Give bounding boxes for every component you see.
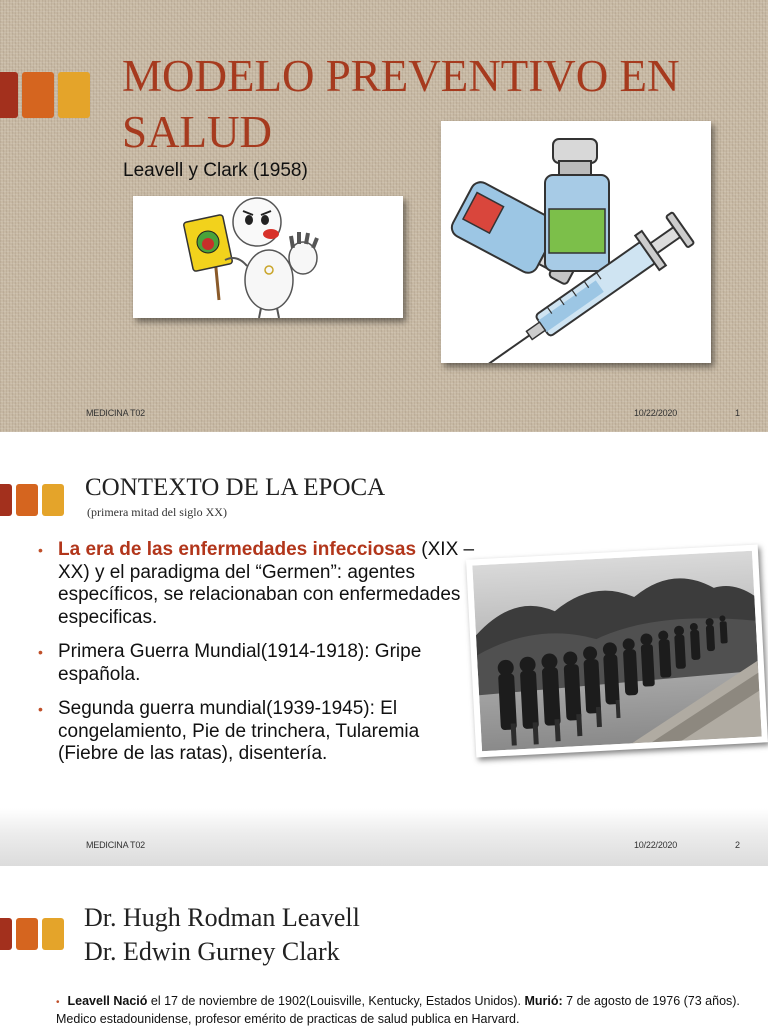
bio-paragraph xyxy=(56,993,758,1027)
slide-page-number: 1 xyxy=(735,408,740,418)
slide-title: CONTEXTO DE LA EPOCA xyxy=(85,474,386,501)
title-line-1: Dr. Hugh Rodman Leavell xyxy=(84,903,360,932)
bullet-text: Primera Guerra Mundial(1914-1918): Gripe española. xyxy=(58,641,422,685)
slide-title: MODELO PREVENTIVO EN SALUD xyxy=(122,51,680,157)
bio-bold-2: Murió: xyxy=(524,994,563,1008)
accent-squares xyxy=(0,484,64,516)
slide-subtitle: Leavell y Clark (1958) xyxy=(123,160,308,181)
accent-square-yellow xyxy=(42,484,64,516)
soldiers-marching-photo xyxy=(466,544,768,757)
slide-subtitle: (primera mitad del siglo XX) xyxy=(87,505,227,519)
bullet-list xyxy=(36,539,476,778)
accent-square-orange xyxy=(22,72,54,118)
accent-square-orange xyxy=(16,484,38,516)
bullet-highlight: La era de las enfermedades infecciosas xyxy=(58,539,417,560)
slide-title xyxy=(84,901,360,969)
bio-text-1: el 17 de noviembre de 1902(Louisville, Kentucky, Estados Unidos). xyxy=(147,994,525,1008)
bullet-item xyxy=(36,539,476,629)
accent-square-dark xyxy=(0,918,12,950)
bio-bold-1: Leavell Nació xyxy=(67,994,148,1008)
slide-1 xyxy=(0,0,768,432)
bio-text-2: 7 de agosto de 1976 (73 años). Medico estadounidense, profesor emérito de practicas de salud publica en Harvard. xyxy=(56,994,740,1026)
bullet-item xyxy=(36,698,476,766)
accent-square-yellow xyxy=(58,72,90,118)
accent-square-yellow xyxy=(42,918,64,950)
accent-square-dark xyxy=(0,484,12,516)
bullet-dot: • xyxy=(56,997,60,1008)
accent-squares xyxy=(0,918,64,950)
slide-footer-band xyxy=(0,808,768,866)
bullet-dot: • xyxy=(38,542,43,558)
slide-footer-label: MEDICINA T02 xyxy=(86,840,145,850)
slide-footer-date: 10/22/2020 xyxy=(634,408,678,418)
bullet-dot: • xyxy=(38,644,43,660)
bullet-text: (XIX – XX) y el paradigma del “Germen”: agentes específicos, se relacionaban con enfermedades especificas. xyxy=(58,539,475,628)
cartoon-whistle-image xyxy=(133,196,403,318)
accent-square-orange xyxy=(16,918,38,950)
bullet-text: Segunda guerra mundial(1939-1945): El congelamiento, Pie de trinchera, Tularemia (Fiebre de las ratas), disentería. xyxy=(58,698,420,764)
slide-page-number: 2 xyxy=(735,840,740,850)
vaccine-syringe-image xyxy=(441,121,711,363)
title-line-2: Dr. Edwin Gurney Clark xyxy=(84,937,340,966)
bullet-dot: • xyxy=(38,701,43,717)
accent-squares xyxy=(0,72,90,118)
slide-footer-label: MEDICINA T02 xyxy=(86,408,145,418)
slide-footer-date: 10/22/2020 xyxy=(634,840,678,850)
bullet-item xyxy=(36,641,476,686)
accent-square-dark xyxy=(0,72,18,118)
